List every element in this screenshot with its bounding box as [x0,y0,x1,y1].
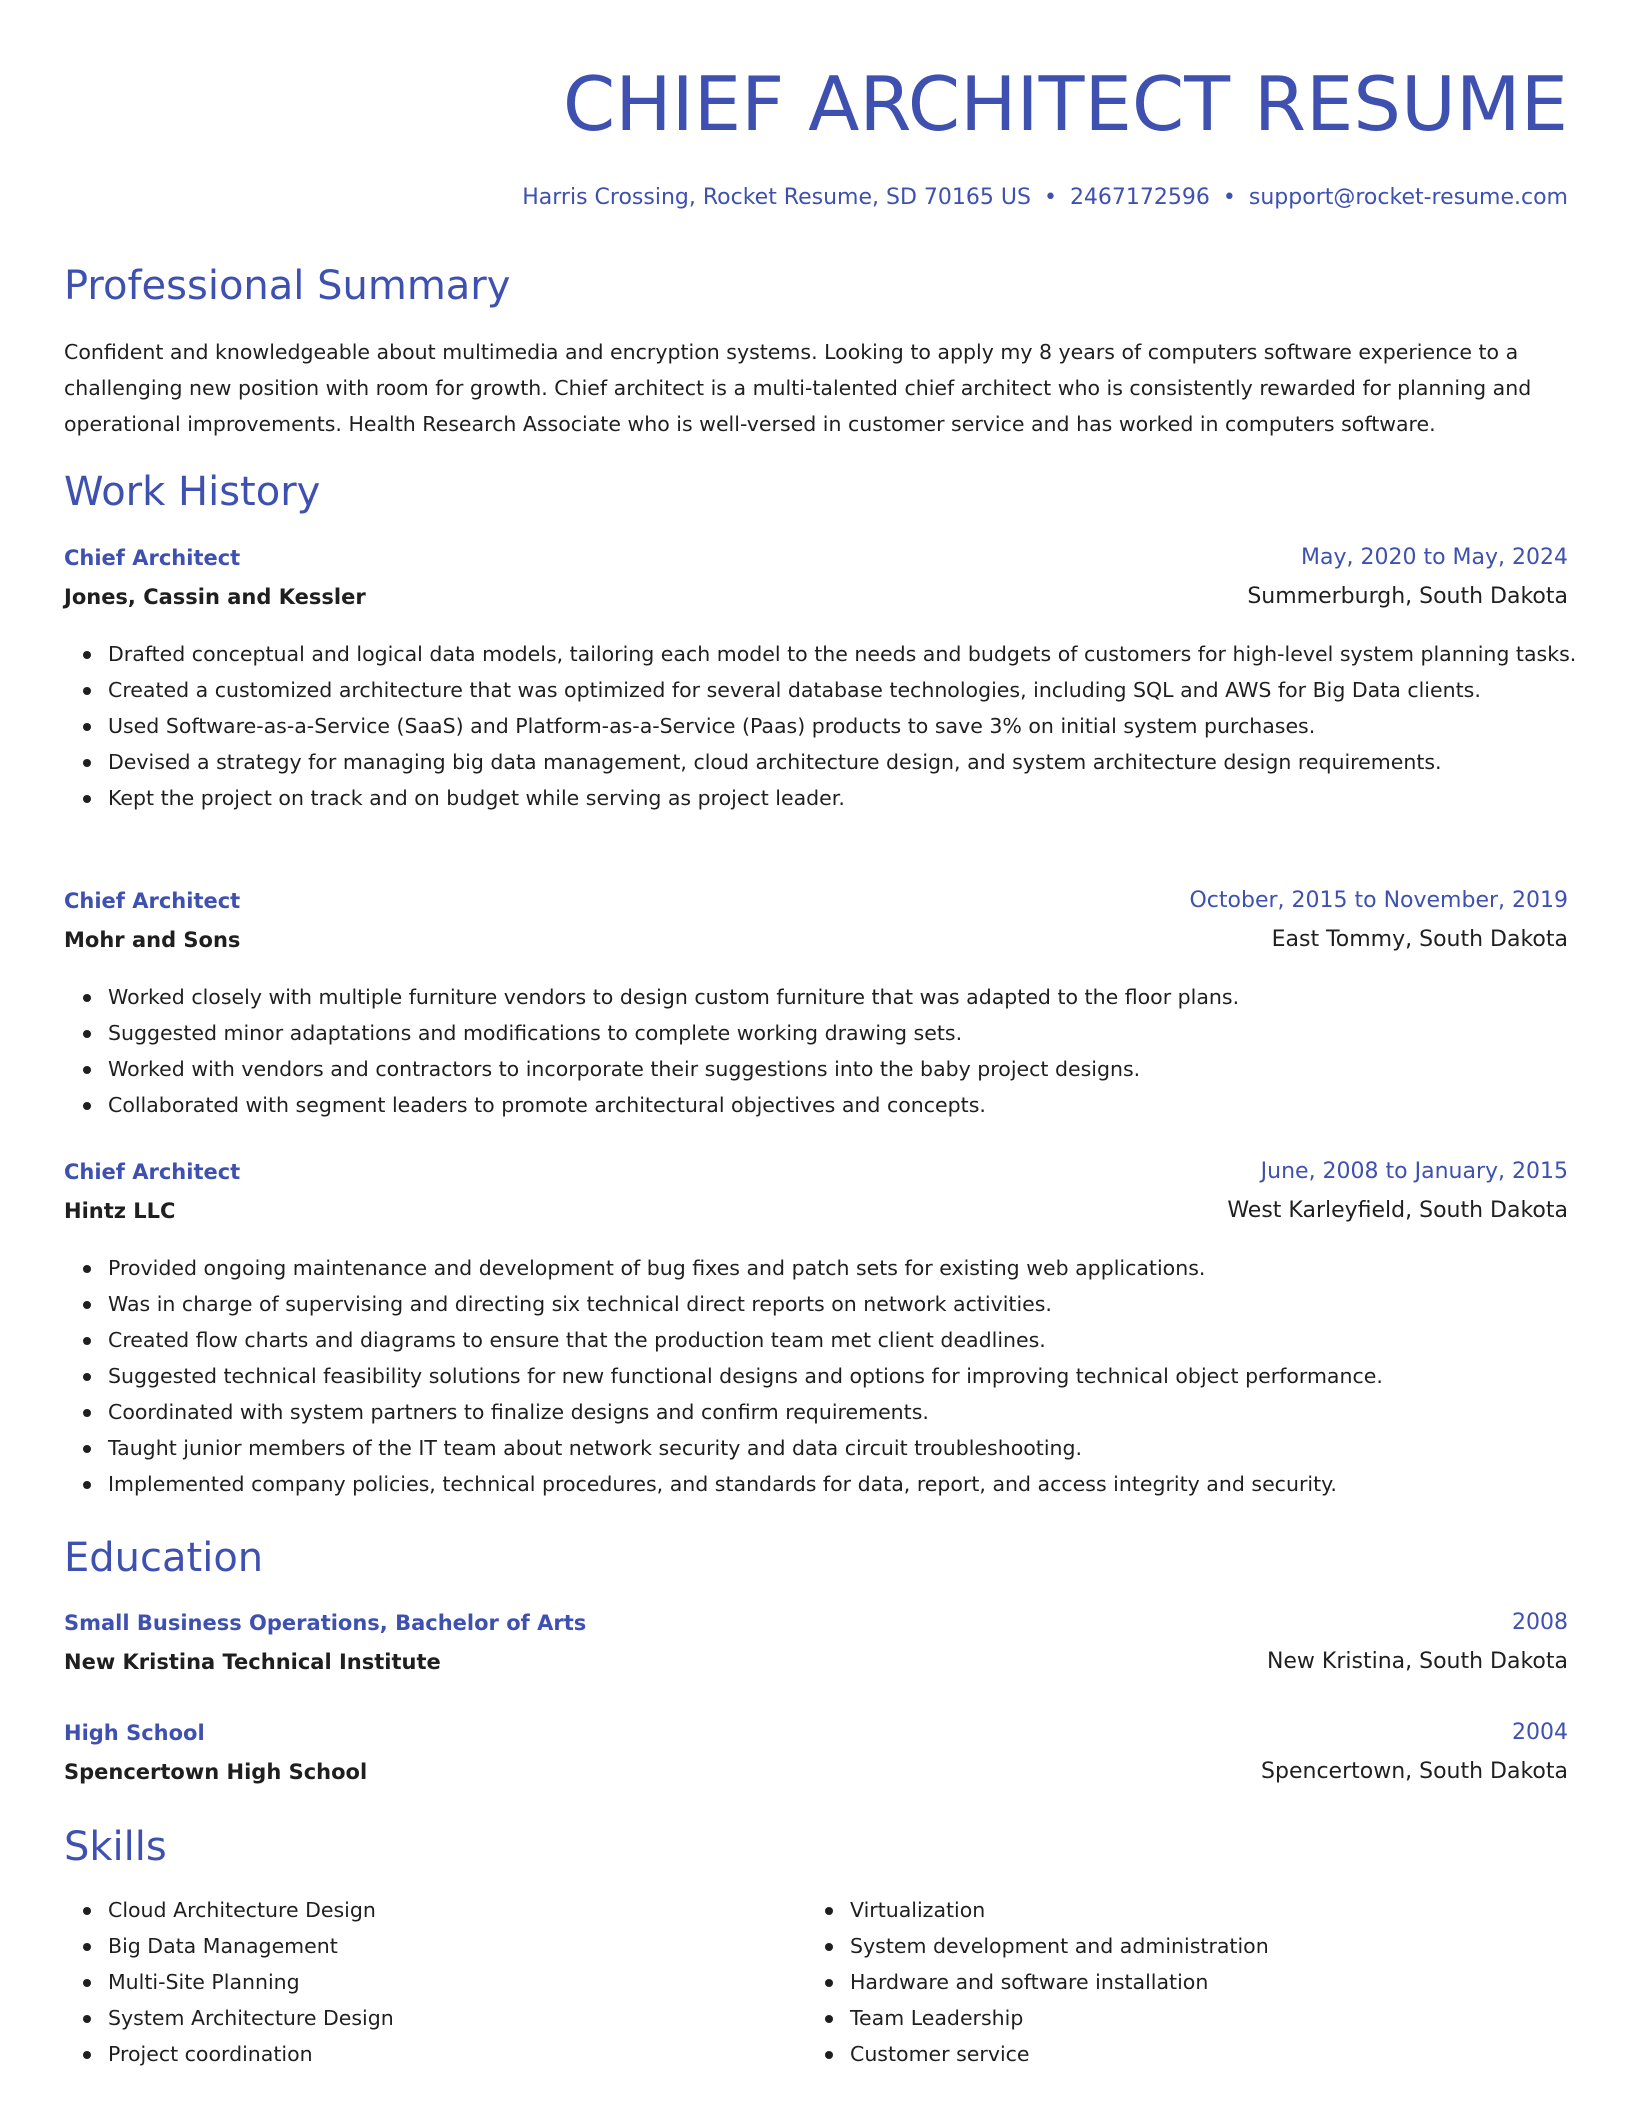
job-bullet: Devised a strategy for managing big data management, cloud architecture design, and system architecture design requirements. [108,744,1612,780]
contact-line [522,178,1568,218]
job-title: Chief Architect [64,889,241,913]
job-title: Chief Architect [64,546,241,570]
education-degree: High School [64,1721,205,1745]
job-company-row [64,921,1568,959]
job-title-row [64,539,1568,577]
skills-list-left [64,1892,808,2072]
education-school-row [64,1643,1568,1681]
education-year: 2008 [1512,1610,1568,1635]
job-bullet: Suggested technical feasibility solutions for new functional designs and options for improving technical object performance. [108,1358,1612,1394]
summary-heading: Professional Summary [64,263,511,309]
summary-text: Confident and knowledgeable about multimedia and encryption systems. Looking to apply my 8 years of computers software experience to a challenging new position with room for growth. Chief architect is a multi-talented chief architect who is consistently rewarded for planning and operational improvements. Health Research Associate who is well-versed in customer service and has worked in computers software. [64,340,1532,436]
education-year: 2004 [1512,1720,1568,1745]
job-company: Jones, Cassin and Kessler [64,585,366,609]
job-dates: June, 2008 to January, 2015 [1260,1159,1568,1184]
job-bullets [64,636,1612,816]
skill-item: Project coordination [108,2036,808,2072]
job-title: Chief Architect [64,1160,241,1184]
skill-item: Cloud Architecture Design [108,1892,808,1928]
education-school-row [64,1753,1568,1791]
job-bullet: Taught junior members of the IT team about network security and data circuit troubleshooting. [108,1430,1612,1466]
job-company: Mohr and Sons [64,928,241,952]
contact-separator: • [1043,185,1057,210]
education-school: New Kristina Technical Institute [64,1650,441,1674]
job-title-row [64,1153,1568,1191]
job-bullet: Coordinated with system partners to finalize designs and confirm requirements. [108,1394,1612,1430]
job-location: East Tommy, South Dakota [1271,927,1568,952]
education-location: Spencertown, South Dakota [1261,1759,1568,1784]
job-bullets [64,1250,1612,1502]
job-bullet: Used Software-as-a-Service (SaaS) and Platform-as-a-Service (Paas) products to save 3% on initial system purchases. [108,708,1612,744]
job-dates: October, 2015 to November, 2019 [1189,888,1568,913]
contact-address: Harris Crossing, Rocket Resume, SD 70165 US [522,185,1031,210]
education-heading: Education [64,1535,264,1581]
education-degree-row [64,1604,1568,1642]
skill-item: Team Leadership [850,2000,1610,2036]
job-bullet: Worked with vendors and contractors to incorporate their suggestions into the baby project designs. [108,1051,1612,1087]
job-dates: May, 2020 to May, 2024 [1301,545,1568,570]
job-bullet: Created a customized architecture that was optimized for several database technologies, including SQL and AWS for Big Data clients. [108,672,1612,708]
resume-title: CHIEF ARCHITECT RESUME [562,60,1568,148]
skill-item: System Architecture Design [108,2000,808,2036]
job-bullets [64,979,1612,1123]
job-bullet: Provided ongoing maintenance and development of bug fixes and patch sets for existing web applications. [108,1250,1612,1286]
job-bullet: Was in charge of supervising and directing six technical direct reports on network activities. [108,1286,1612,1322]
skill-item: Big Data Management [108,1928,808,1964]
education-location: New Kristina, South Dakota [1266,1649,1568,1674]
job-bullet: Created flow charts and diagrams to ensure that the production team met client deadlines. [108,1322,1612,1358]
job-bullet: Collaborated with segment leaders to promote architectural objectives and concepts. [108,1087,1612,1123]
job-bullet: Implemented company policies, technical procedures, and standards for data, report, and access integrity and security. [108,1466,1612,1502]
contact-separator: • [1222,185,1236,210]
job-company-row [64,578,1568,616]
job-location: Summerburgh, South Dakota [1247,584,1568,609]
education-school: Spencertown High School [64,1760,368,1784]
skill-item: Hardware and software installation [850,1964,1610,2000]
work-history-heading: Work History [64,469,321,515]
job-bullet: Kept the project on track and on budget while serving as project leader. [108,780,1612,816]
skill-item: Multi-Site Planning [108,1964,808,2000]
contact-email: support@rocket-resume.com [1248,185,1568,210]
job-title-row [64,882,1568,920]
education-degree: Small Business Operations, Bachelor of Arts [64,1611,587,1635]
skill-item: Customer service [850,2036,1610,2072]
skills-list-right [806,1892,1610,2072]
job-company: Hintz LLC [64,1199,176,1223]
job-bullet: Worked closely with multiple furniture vendors to design custom furniture that was adapted to the floor plans. [108,979,1612,1015]
job-location: West Karleyfield, South Dakota [1227,1198,1568,1223]
job-company-row [64,1192,1568,1230]
job-bullet: Suggested minor adaptations and modifications to complete working drawing sets. [108,1015,1612,1051]
skill-item: System development and administration [850,1928,1610,1964]
contact-phone: 2467172596 [1069,185,1210,210]
job-bullet: Drafted conceptual and logical data models, tailoring each model to the needs and budgets of customers for high-level system planning tasks. [108,636,1612,672]
skills-heading: Skills [64,1824,167,1870]
education-degree-row [64,1714,1568,1752]
skill-item: Virtualization [850,1892,1610,1928]
